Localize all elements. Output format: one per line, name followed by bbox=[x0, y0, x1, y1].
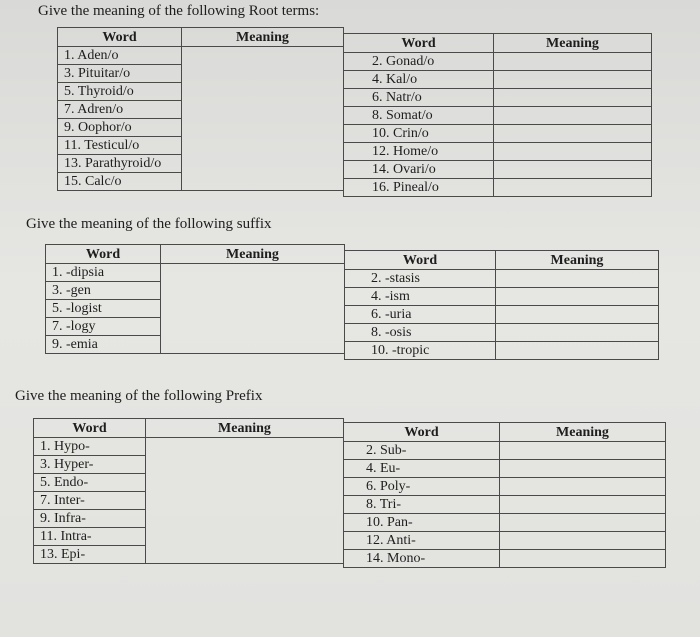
root-meaning-cell[interactable] bbox=[182, 173, 344, 191]
prefix-heading: Give the meaning of the following Prefix bbox=[15, 388, 263, 404]
prefix-right-word-header: Word bbox=[344, 423, 500, 442]
root-meaning-cell[interactable] bbox=[494, 107, 652, 125]
suffix-meaning-cell[interactable] bbox=[496, 306, 659, 324]
prefix-meaning-cell[interactable] bbox=[500, 496, 666, 514]
root-term: 7. Adren/o bbox=[58, 101, 182, 119]
suffix-term: 6. -uria bbox=[345, 306, 496, 324]
root-meaning-cell[interactable] bbox=[494, 161, 652, 179]
prefix-term: 8. Tri- bbox=[344, 496, 500, 514]
suffix-term: 5. -logist bbox=[46, 300, 161, 318]
suffix-term: 2. -stasis bbox=[345, 270, 496, 288]
root-heading: Give the meaning of the following Root terms: bbox=[38, 3, 320, 19]
suffix-meaning-cell[interactable] bbox=[496, 342, 659, 360]
root-term: 15. Calc/o bbox=[58, 173, 182, 191]
prefix-term: 5. Endo- bbox=[34, 474, 146, 492]
root-meaning-cell[interactable] bbox=[182, 65, 344, 83]
prefix-left-meaning-header: Meaning bbox=[146, 419, 344, 438]
prefix-term: 1. Hypo- bbox=[34, 438, 146, 456]
suffix-meaning-cell[interactable] bbox=[161, 318, 345, 336]
suffix-meaning-cell[interactable] bbox=[161, 336, 345, 354]
prefix-meaning-cell[interactable] bbox=[146, 492, 344, 510]
root-term: 9. Oophor/o bbox=[58, 119, 182, 137]
suffix-term: 10. -tropic bbox=[345, 342, 496, 360]
root-meaning-cell[interactable] bbox=[182, 101, 344, 119]
root-term: 4. Kal/o bbox=[344, 71, 494, 89]
root-term: 1. Aden/o bbox=[58, 47, 182, 65]
root-right-meaning-header: Meaning bbox=[494, 34, 652, 53]
prefix-right-meaning-header: Meaning bbox=[500, 423, 666, 442]
root-meaning-cell[interactable] bbox=[182, 119, 344, 137]
root-meaning-cell[interactable] bbox=[182, 155, 344, 173]
root-term: 2. Gonad/o bbox=[344, 53, 494, 71]
prefix-term: 14. Mono- bbox=[344, 550, 500, 568]
prefix-left-word-header: Word bbox=[34, 419, 146, 438]
prefix-meaning-cell[interactable] bbox=[500, 442, 666, 460]
prefix-meaning-cell[interactable] bbox=[146, 510, 344, 528]
prefix-meaning-cell[interactable] bbox=[146, 456, 344, 474]
suffix-term: 8. -osis bbox=[345, 324, 496, 342]
prefix-term: 12. Anti- bbox=[344, 532, 500, 550]
prefix-meaning-cell[interactable] bbox=[146, 546, 344, 564]
suffix-term: 4. -ism bbox=[345, 288, 496, 306]
root-meaning-cell[interactable] bbox=[494, 89, 652, 107]
root-meaning-cell[interactable] bbox=[494, 143, 652, 161]
root-term: 11. Testicul/o bbox=[58, 137, 182, 155]
prefix-meaning-cell[interactable] bbox=[500, 532, 666, 550]
prefix-term: 13. Epi- bbox=[34, 546, 146, 564]
prefix-term: 2. Sub- bbox=[344, 442, 500, 460]
root-term: 5. Thyroid/o bbox=[58, 83, 182, 101]
suffix-term: 9. -emia bbox=[46, 336, 161, 354]
prefix-term: 6. Poly- bbox=[344, 478, 500, 496]
suffix-term: 1. -dipsia bbox=[46, 264, 161, 282]
suffix-meaning-cell[interactable] bbox=[496, 270, 659, 288]
prefix-meaning-cell[interactable] bbox=[146, 528, 344, 546]
prefix-meaning-cell[interactable] bbox=[146, 438, 344, 456]
suffix-left-word-header: Word bbox=[46, 245, 161, 264]
root-meaning-cell[interactable] bbox=[494, 71, 652, 89]
root-term: 10. Crin/o bbox=[344, 125, 494, 143]
prefix-meaning-cell[interactable] bbox=[500, 550, 666, 568]
root-term: 12. Home/o bbox=[344, 143, 494, 161]
suffix-term: 7. -logy bbox=[46, 318, 161, 336]
suffix-meaning-cell[interactable] bbox=[161, 282, 345, 300]
root-table-right bbox=[343, 33, 652, 197]
suffix-left-meaning-header: Meaning bbox=[161, 245, 345, 264]
prefix-term: 4. Eu- bbox=[344, 460, 500, 478]
prefix-meaning-cell[interactable] bbox=[146, 474, 344, 492]
root-term: 6. Natr/o bbox=[344, 89, 494, 107]
root-term: 16. Pineal/o bbox=[344, 179, 494, 197]
prefix-table-left bbox=[33, 418, 344, 564]
suffix-table-left bbox=[45, 244, 345, 354]
prefix-term: 7. Inter- bbox=[34, 492, 146, 510]
root-left-meaning-header: Meaning bbox=[182, 28, 344, 47]
root-meaning-cell[interactable] bbox=[494, 125, 652, 143]
root-table-left bbox=[57, 27, 344, 191]
root-term: 8. Somat/o bbox=[344, 107, 494, 125]
suffix-term: 3. -gen bbox=[46, 282, 161, 300]
root-right-word-header: Word bbox=[344, 34, 494, 53]
suffix-meaning-cell[interactable] bbox=[161, 300, 345, 318]
suffix-meaning-cell[interactable] bbox=[161, 264, 345, 282]
root-left-word-header: Word bbox=[58, 28, 182, 47]
suffix-heading: Give the meaning of the following suffix bbox=[26, 216, 272, 232]
root-meaning-cell[interactable] bbox=[182, 83, 344, 101]
prefix-meaning-cell[interactable] bbox=[500, 460, 666, 478]
root-term: 3. Pituitar/o bbox=[58, 65, 182, 83]
root-meaning-cell[interactable] bbox=[182, 137, 344, 155]
suffix-table-right bbox=[344, 250, 659, 360]
prefix-term: 10. Pan- bbox=[344, 514, 500, 532]
suffix-right-meaning-header: Meaning bbox=[496, 251, 659, 270]
prefix-term: 3. Hyper- bbox=[34, 456, 146, 474]
prefix-meaning-cell[interactable] bbox=[500, 514, 666, 532]
root-meaning-cell[interactable] bbox=[182, 47, 344, 65]
suffix-right-word-header: Word bbox=[345, 251, 496, 270]
suffix-meaning-cell[interactable] bbox=[496, 324, 659, 342]
suffix-meaning-cell[interactable] bbox=[496, 288, 659, 306]
root-meaning-cell[interactable] bbox=[494, 53, 652, 71]
root-term: 13. Parathyroid/o bbox=[58, 155, 182, 173]
root-meaning-cell[interactable] bbox=[494, 179, 652, 197]
prefix-meaning-cell[interactable] bbox=[500, 478, 666, 496]
root-term: 14. Ovari/o bbox=[344, 161, 494, 179]
prefix-term: 11. Intra- bbox=[34, 528, 146, 546]
prefix-table-right bbox=[343, 422, 666, 568]
prefix-term: 9. Infra- bbox=[34, 510, 146, 528]
